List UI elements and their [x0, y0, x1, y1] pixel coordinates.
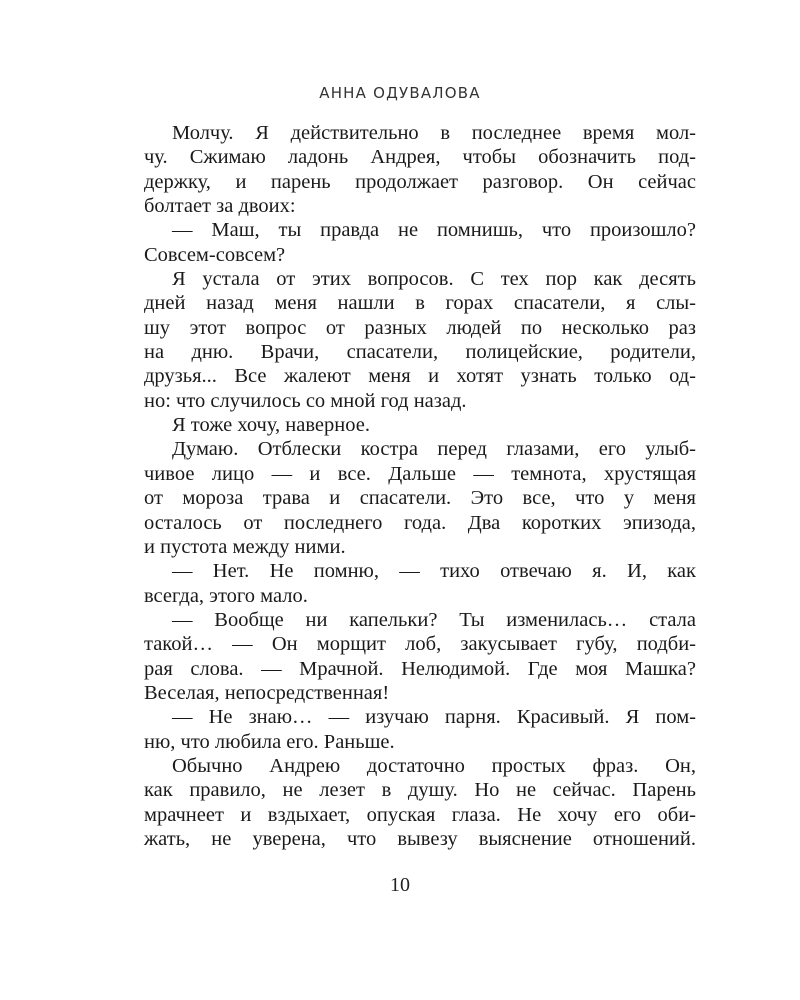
text-line: осталось от последнего года. Два коротких эпизода, [144, 511, 696, 534]
text-line: ню, что любила его. Раньше. [144, 730, 395, 753]
text-line: жать, не уверена, что вывезу выяснение отношений. [144, 827, 696, 850]
text-line: такой… — Он морщит лоб, закусывает губу, подби- [144, 633, 696, 656]
text-line: всегда, этого мало. [144, 584, 308, 607]
running-head-author: АННА ОДУВАЛОВА [319, 84, 481, 102]
text-line: и пустота между ними. [144, 535, 346, 558]
body-text [144, 121, 696, 851]
text-line: Веселая, непосредственная! [144, 681, 390, 704]
text-line: держку, и парень продолжает разговор. Он сейчас [144, 170, 696, 193]
text-line: Молчу. Я действительно в последнее время мол- [172, 122, 696, 144]
text-line: чу. Сжимаю ладонь Андрея, чтобы обозначить под- [144, 146, 696, 169]
text-line: — Нет. Не помню, — тихо отвечаю я. И, как [172, 560, 696, 583]
text-line: Думаю. Отблески костра перед глазами, его улыб- [172, 438, 696, 461]
text-line: Я устала от этих вопросов. С тех пор как десять [172, 268, 696, 291]
text-line: шу этот вопрос от разных людей по несколько раз [144, 316, 696, 339]
text-line: друзья... Все жалеют меня и хотят узнать только од- [144, 365, 696, 388]
text-line: Совсем-совсем? [144, 243, 286, 266]
text-line: дней назад меня нашли в горах спасатели, я слы- [144, 292, 696, 315]
text-line: но: что случилось со мной год назад. [144, 389, 467, 412]
text-line: Я тоже хочу, наверное. [172, 414, 370, 437]
text-line: — Вообще ни капельки? Ты изменилась… стала [172, 608, 696, 631]
text-line: от мороза трава и спасатели. Это все, что у меня [144, 487, 696, 510]
text-line: мрачнеет и вздыхает, опуская глаза. Не хочу его оби- [144, 803, 696, 826]
text-line: рая слова. — Мрачной. Нелюдимой. Где моя Машка? [144, 657, 696, 680]
text-line: как правило, не лезет в душу. Но не сейчас. Парень [144, 779, 696, 802]
text-line: болтает за двоих: [144, 195, 296, 218]
text-line: — Маш, ты правда не помнишь, что произошло? [172, 219, 696, 242]
text-line: чивое лицо — и все. Дальше — темнота, хрустящая [144, 462, 696, 485]
text-line: на дню. Врачи, спасатели, полицейские, родители, [144, 341, 696, 364]
text-line: Обычно Андрею достаточно простых фраз. Он, [172, 754, 696, 777]
page-number: 10 [390, 874, 410, 896]
text-line: — Не знаю… — изучаю парня. Красивый. Я пом- [172, 706, 696, 729]
